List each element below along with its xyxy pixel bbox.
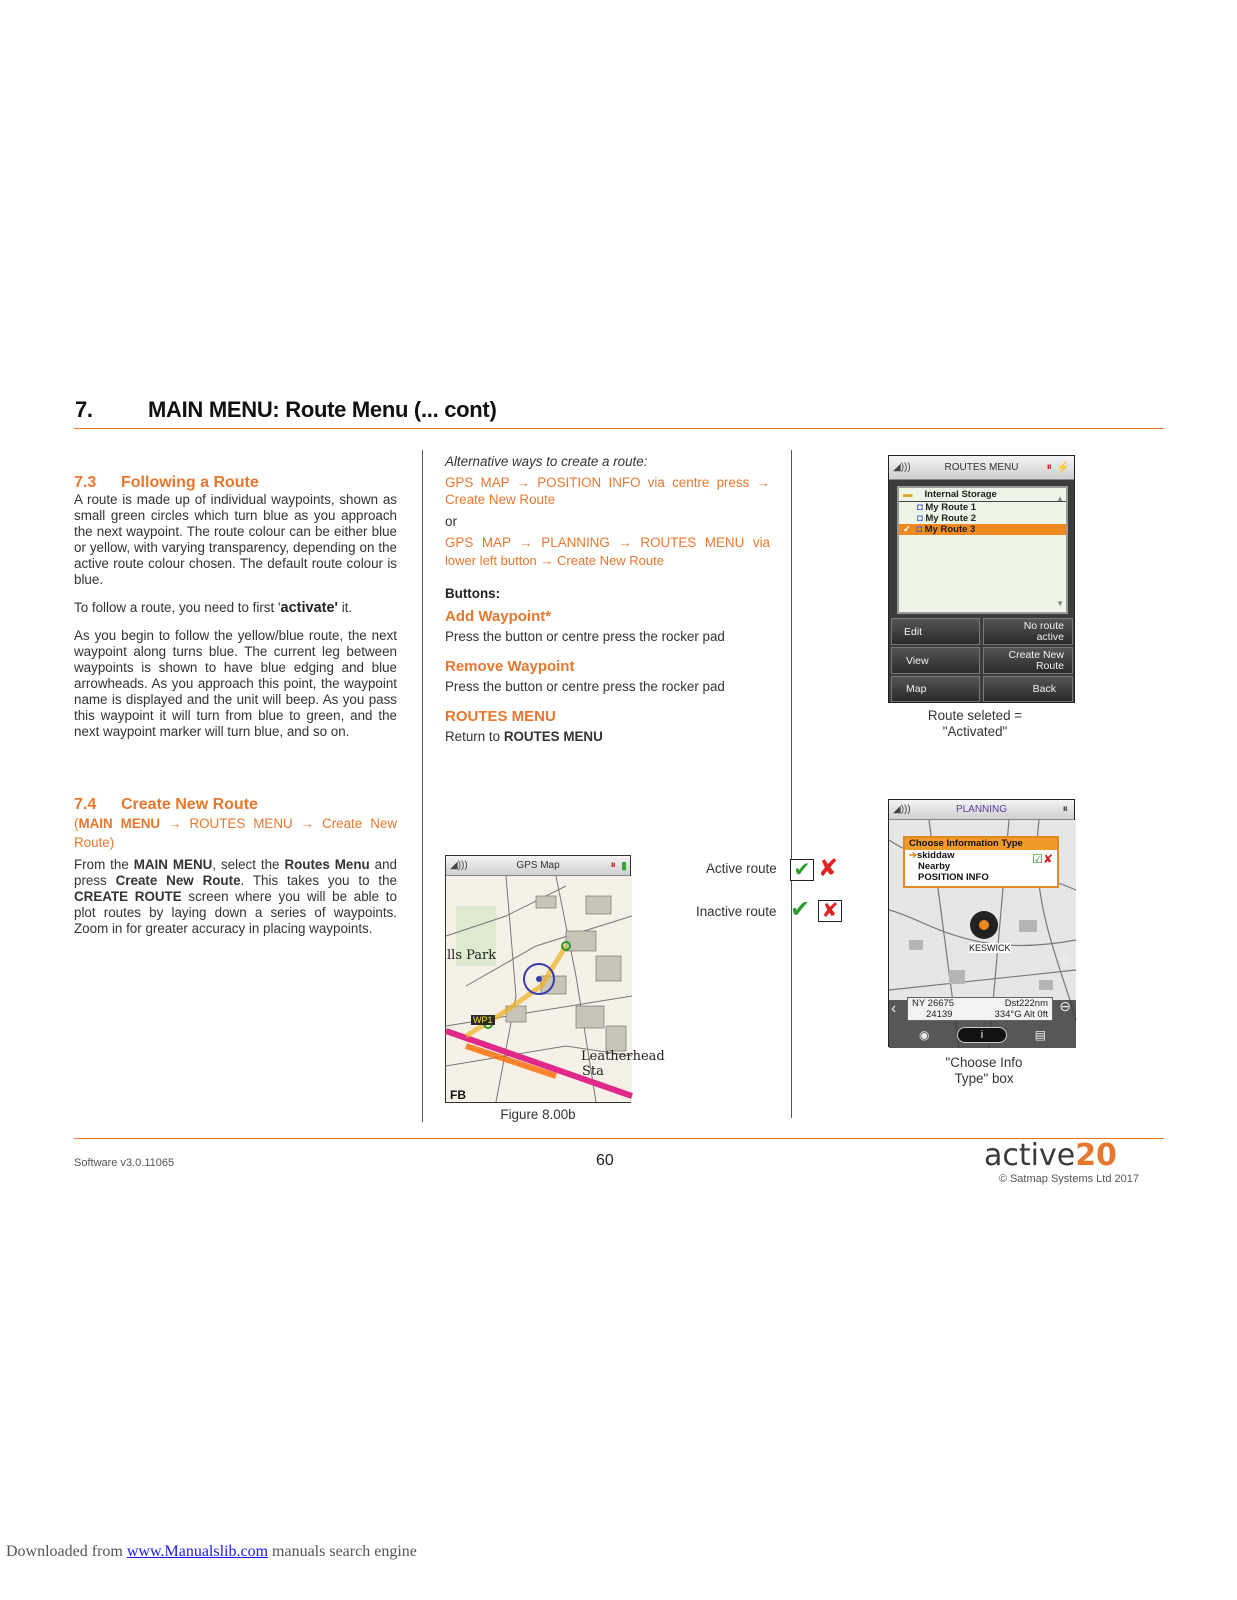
target-icon[interactable]: ◉ (919, 1028, 930, 1042)
alt-way-2-line-1: GPS MAP → PLANNING → ROUTES MENU via (445, 535, 770, 550)
tick-icon: ✔ (790, 896, 811, 923)
route-icon: ◘ (916, 524, 922, 535)
gps-map-canvas (446, 876, 632, 1102)
page-number: 60 (596, 1152, 614, 1169)
section-7-3-heading: 7.3 Following a Route (74, 474, 259, 491)
active-route-icons (790, 857, 844, 883)
route-item[interactable]: ◘ My Route 1 (917, 502, 977, 513)
zoom-in-icon[interactable]: ⊕ (1059, 950, 1071, 966)
column-divider-left (422, 450, 423, 1122)
view-softkey[interactable]: View (891, 647, 980, 674)
battery-icon: ⚡ (1056, 462, 1070, 474)
alt-or: or (445, 514, 457, 529)
routes-titlebar: ◢))) ROUTES MENU ⏸ ⚡ (889, 456, 1074, 480)
inactive-route-label: Inactive route (696, 904, 777, 919)
choose-info-box (903, 836, 1059, 888)
copyright: © Satmap Systems Ltd 2017 (998, 1173, 1139, 1185)
section-7-3-para-3: As you begin to follow the yellow/blue route, the next waypoint along turns blue. The current leg between waypoints is shown to have blue edging and blue arrowheads. As you approach this point, the waypoint name is displayed and the unit will beep. As you pass this waypoint it will turn from blue to green, and the next waypoint marker will turn blue, and so on. (74, 628, 397, 739)
section-7-3-para-1: A route is made up of individual waypoints, shown as small green circles which turn blue as you approach the next waypoint. The route colour can be either blue or yellow, with varying transparency, depending on the active route colour chosen. The default route colour is blue. (74, 492, 397, 587)
scroll-down-icon[interactable]: ▼ (1056, 599, 1064, 608)
map-label-station: Sta (582, 1064, 604, 1079)
check-cross-icon: ☑✘ (1032, 852, 1053, 866)
section-7-4-heading: 7.4 Create New Route (74, 796, 258, 813)
section-7-4-path: (MAIN MENU → ROUTES MENU → Create New Route) (74, 816, 397, 850)
alt-ways-title: Alternative ways to create a route: (445, 454, 648, 469)
map-place-label: KESWICK (969, 943, 1011, 953)
info-option[interactable]: POSITION INFO (918, 872, 989, 883)
gps-map-screenshot (445, 855, 665, 1103)
alt-way-2-line-2: lower left button → Create New Route (445, 553, 664, 568)
routes-caption: Route seleted = "Activated" (927, 708, 1023, 739)
planning-titlebar: ◢))) PLANNING ⏸ (889, 800, 1074, 820)
info-button-icon[interactable]: i (957, 1027, 1007, 1043)
pause-icon: ⏸ (1062, 803, 1068, 815)
no-route-active-softkey[interactable]: No route active (983, 618, 1073, 645)
left-arrow-icon[interactable]: ‹ (891, 1000, 897, 1017)
chapter-number: 7. (75, 397, 93, 422)
alt-way-1: GPS MAP → POSITION INFO via centre press → Create New Route (445, 475, 770, 507)
folder-row[interactable]: ▬ Internal Storage (899, 488, 1066, 502)
info-option[interactable]: ➔skiddaw (909, 850, 955, 861)
signal-icon: ◢))) (450, 860, 468, 871)
checkbox-crossed-icon: ✘ (818, 900, 842, 922)
remove-waypoint-desc: Press the button or centre press the rocker pad (445, 679, 725, 694)
active20-logo: active20 (984, 1138, 1117, 1173)
section-7-3-para-2: To follow a route, you need to first 'activate' it. (74, 600, 353, 616)
pause-icon: ⏸ (1046, 461, 1052, 473)
create-new-route-softkey[interactable]: Create New Route (983, 647, 1073, 674)
pause-icon: ⏸ (610, 859, 616, 871)
info-option[interactable]: Nearby (918, 861, 951, 872)
section-7-4-para-1: From the MAIN MENU, select the Routes Menu and press Create New Route. This takes you to the CREATE ROUTE screen where you will be able to plot routes by laying down a series of waypoints. Zoom in for greater accuracy in placing waypoints. (74, 857, 398, 936)
chapter-title: MAIN MENU: Route Menu (... cont) (148, 397, 497, 422)
check-icon: ✓ (903, 524, 911, 535)
list-icon[interactable]: ▤ (1034, 1028, 1046, 1042)
arrow-icon: ➔ (909, 850, 917, 861)
route-icon: ◘ (917, 502, 923, 513)
remove-waypoint-title: Remove Waypoint (445, 658, 575, 675)
edit-softkey[interactable]: Edit (891, 618, 980, 645)
inactive-route-icons (790, 898, 844, 924)
routes-menu-screenshot (888, 455, 1075, 703)
route-item[interactable]: ◘ My Route 2 (917, 513, 977, 524)
column-divider-right (791, 450, 792, 1118)
map-label-waypoint: WP1 (473, 1015, 493, 1025)
position-readout: NY 26675 Dst222nm 24139 334°G Alt 0ft (907, 997, 1053, 1021)
add-waypoint-desc: Press the button or centre press the rocker pad (445, 629, 725, 644)
software-version: Software v3.0.11065 (74, 1157, 175, 1169)
checkbox-checked-icon: ✔ (790, 859, 814, 881)
download-note: Downloaded from www.Manualslib.com manuals search engine (6, 1543, 417, 1560)
planning-screenshot (888, 799, 1075, 1047)
planning-caption: "Choose Info Type" box (945, 1055, 1023, 1086)
routes-list (897, 486, 1068, 614)
gps-map-titlebar: ◢))) GPS Map ⏸ ▮ (446, 856, 630, 876)
back-softkey[interactable]: Back (983, 676, 1073, 702)
manualslib-link[interactable]: www.Manualslib.com (126, 1543, 269, 1560)
folder-icon: ▬ (903, 489, 913, 500)
map-label-park: lls Park (447, 948, 497, 963)
scroll-up-icon[interactable]: ▲ (1056, 494, 1064, 503)
map-softkey[interactable]: Map (891, 676, 980, 702)
figure-caption: Figure 8.00b (500, 1107, 576, 1122)
routes-menu-title: ROUTES MENU (445, 708, 556, 725)
cross-icon: ✘ (818, 855, 839, 882)
signal-icon: ◢))) (893, 804, 911, 815)
add-waypoint-title: Add Waypoint* (445, 608, 552, 625)
signal-icon: ◢))) (893, 462, 911, 473)
active-route-label: Active route (706, 861, 777, 876)
map-label-fb: FB (450, 1088, 466, 1102)
zoom-out-icon[interactable]: ⊖ (1059, 998, 1071, 1014)
routes-menu-desc: Return to ROUTES MENU (445, 729, 603, 744)
map-label-town: Leatherhead (581, 1049, 665, 1064)
battery-icon: ▮ (620, 860, 627, 872)
route-item-selected[interactable]: ✓ ◘ My Route 3 (899, 524, 1066, 535)
route-icon: ◘ (917, 513, 923, 524)
choose-info-box-title: Choose Information Type (905, 838, 1057, 850)
buttons-label: Buttons: (445, 586, 501, 601)
header-rule (74, 428, 1164, 429)
page-title (75, 397, 496, 423)
